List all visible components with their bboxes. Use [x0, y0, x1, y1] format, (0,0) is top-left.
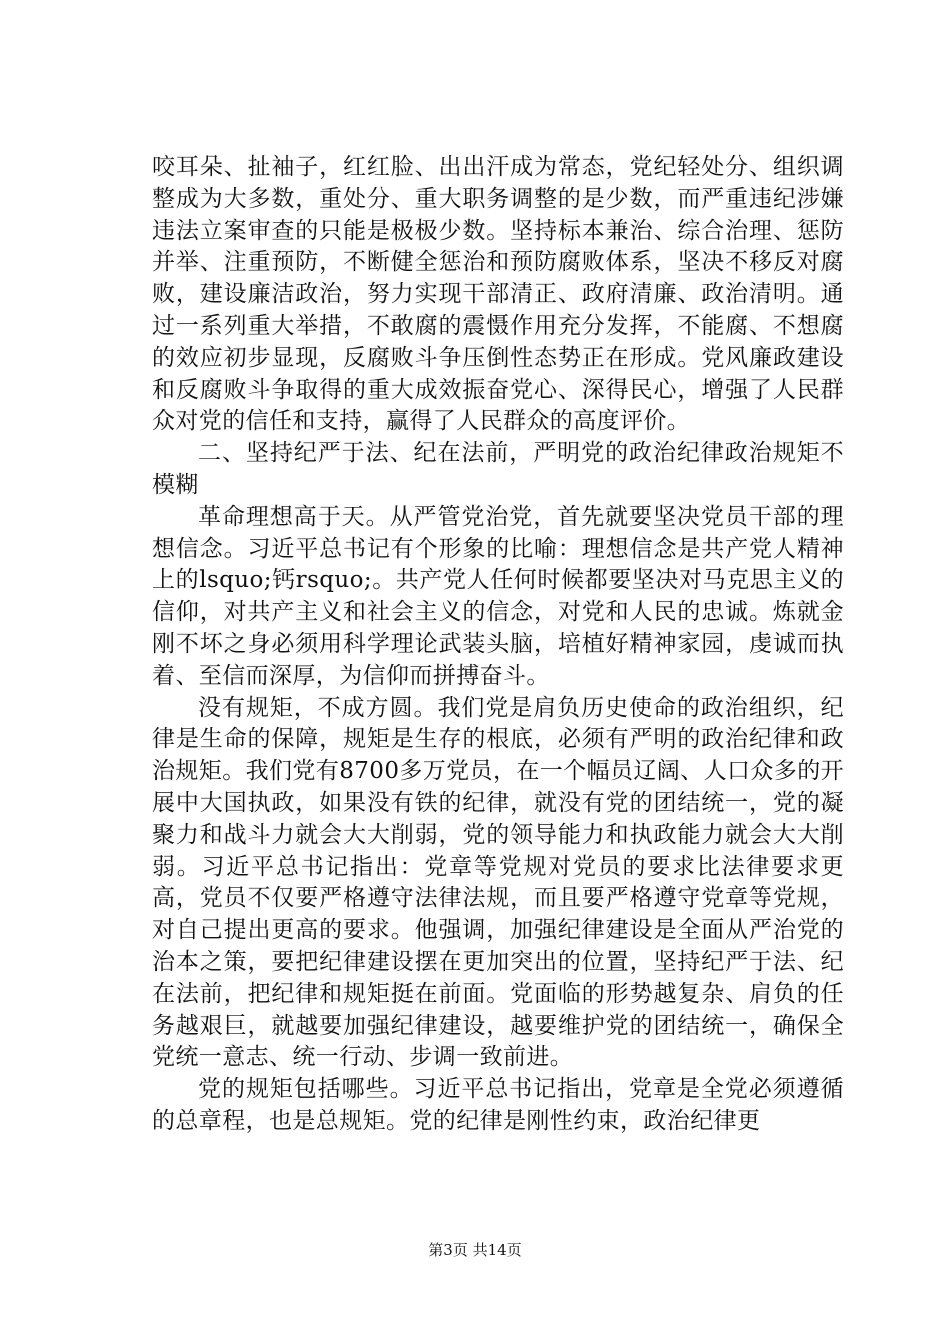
document-body: [152, 152, 844, 1138]
paragraph-rules: 没有规矩，不成方圆。我们党是肩负历史使命的政治组织，纪律是生命的保障，规矩是生存的根底，必须有严明的政治纪律和政治规矩。我们党有8700多万党员，在一个幅员辽阔、人口众多的开展中大国执政，如果没有铁的纪律，就没有党的团结统一，党的凝聚力和战斗力就会大大削弱，党的领导能力和执政能力就会大大削弱。习近平总书记指出：党章等党规对党员的要求比法律要求更高，党员不仅要严格遵守法律法规，而且要严格遵守党章等党规，对自己提出更高的要求。他强调，加强纪律建设是全面从严治党的治本之策，要把纪律建设摆在更加突出的位置，坚持纪严于法、纪在法前，把纪律和规矩挺在前面。党面临的形势越复杂、肩负的任务越艰巨，就越要加强纪律建设，越要维护党的团结统一，确保全党统一意志、统一行动、步调一致前进。: [152, 694, 844, 1071]
paragraph-ideals: 革命理想高于天。从严管党治党，首先就要坚决党员干部的理想信念。习近平总书记有个形象的比喻：理想信念是共产党人精神上的lsquo;钙rsquo;。共产党人任何时候都要坚决对马克思主义的信仰，对共产主义和社会主义的信念，对党和人民的忠诚。炼就金刚不坏之身必须用科学理论武装头脑，培植好精神家园，虔诚而执着、至信而深厚，为信仰而拼搏奋斗。: [152, 503, 844, 689]
paragraph-continuation: 咬耳朵、扯袖子，红红脸、出出汗成为常态，党纪轻处分、组织调整成为大多数，重处分、重大职务调整的是少数，而严重违纪涉嫌违法立案审查的只能是极极少数。坚持标本兼治、综合治理、惩防并举、注重预防，不断健全惩治和预防腐败体系，坚决不移反对腐败，建设廉洁政治，努力实现干部清正、政府清廉、政治清明。通过一系列重大举措，不敢腐的震慑作用充分发挥，不能腐、不想腐的效应初步显现，反腐败斗争压倒性态势正在形成。党风廉政建设和反腐败斗争取得的重大成效振奋党心、深得民心，增强了人民群众对党的信任和支持，赢得了人民群众的高度评价。: [152, 154, 844, 435]
section-heading: 二、坚持纪严于法、纪在法前，严明党的政治纪律政治规矩不模糊: [152, 440, 844, 498]
page-number-footer: 第3页 共14页: [428, 1241, 522, 1259]
paragraph-party-rules: 党的规矩包括哪些。习近平总书记指出，党章是全党必须遵循的总章程，也是总规矩。党的纪律是刚性约束，政治纪律更: [152, 1076, 844, 1134]
